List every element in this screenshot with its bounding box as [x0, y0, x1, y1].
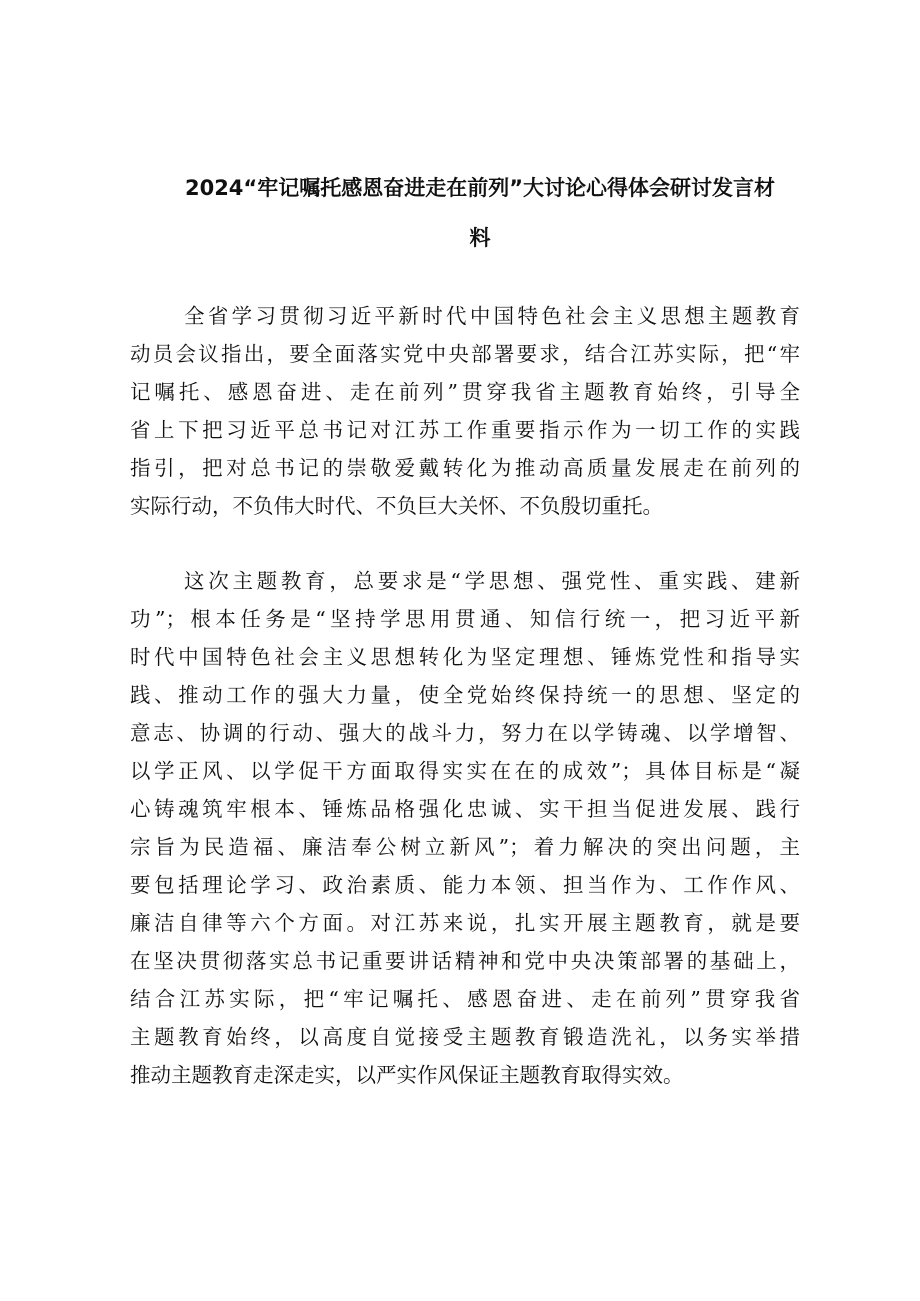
document-title-line-2: 料	[469, 226, 491, 250]
paragraph-2-line: 心铸魂筑牢根本、锤炼品格强化忠诚、实干担当促进发展、践行	[130, 797, 800, 821]
paragraph-2-line: 践、推动工作的强大力量，使全党始终保持统一的思想、坚定的	[130, 683, 800, 707]
document-title-line-1: 2024“牢记嘱托感恩奋进走在前列”大讨论心得体会研讨发言材	[184, 176, 776, 200]
paragraph-2-line: 以学正风、以学促干方面取得实实在在的成效”；具体目标是“凝	[130, 759, 800, 783]
paragraph-2-line: 宗旨为民造福、廉洁奉公树立新风”；着力解决的突出问题，主	[130, 835, 800, 859]
paragraph-2-line: 主题教育始终，以高度自觉接受主题教育锻造洗礼，以务实举措	[130, 1025, 800, 1049]
paragraph-1-line: 记嘱托、感恩奋进、走在前列”贯穿我省主题教育始终，引导全	[130, 380, 800, 404]
paragraph-1-line: 省上下把习近平总书记对江苏工作重要指示作为一切工作的实践	[130, 418, 800, 442]
paragraph-2-line: 在坚决贯彻落实总书记重要讲话精神和党中央决策部署的基础上，	[130, 949, 800, 973]
paragraph-2-line: 意志、协调的行动、强大的战斗力，努力在以学铸魂、以学增智、	[130, 721, 800, 745]
paragraph-1-line: 全省学习贯彻习近平新时代中国特色社会主义思想主题教育	[184, 304, 800, 328]
paragraph-2-line: 要包括理论学习、政治素质、能力本领、担当作为、工作作风、	[130, 873, 800, 897]
paragraph-1-line: 动员会议指出，要全面落实党中央部署要求，结合江苏实际，把“牢	[130, 342, 800, 366]
paragraph-1-line: 实际行动，不负伟大时代、不负巨大关怀、不负殷切重托。	[130, 494, 663, 518]
paragraph-1-line: 指引，把对总书记的崇敬爱戴转化为推动高质量发展走在前列的	[130, 456, 800, 480]
paragraph-2-line: 功”；根本任务是“坚持学思用贯通、知信行统一，把习近平新	[130, 607, 800, 631]
paragraph-2-line: 廉洁自律等六个方面。对江苏来说，扎实开展主题教育，就是要	[130, 911, 800, 935]
paragraph-2-line: 结合江苏实际，把“牢记嘱托、感恩奋进、走在前列”贯穿我省	[130, 987, 800, 1011]
paragraph-2-line: 推动主题教育走深走实，以严实作风保证主题教育取得实效。	[130, 1063, 684, 1087]
paragraph-2-line: 时代中国特色社会主义思想转化为坚定理想、锤炼党性和指导实	[130, 645, 800, 669]
paragraph-2-line: 这次主题教育，总要求是“学思想、强党性、重实践、建新	[184, 569, 800, 593]
